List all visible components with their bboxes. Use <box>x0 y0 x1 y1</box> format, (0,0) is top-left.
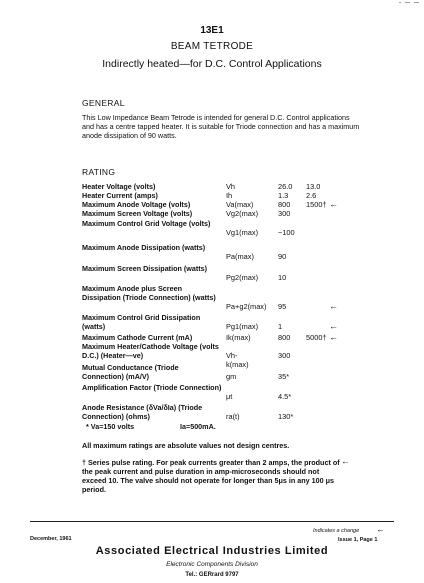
rating-param: Heater Voltage (volts) <box>82 182 156 191</box>
rating-symbol: Ik(max) <box>226 333 251 342</box>
rating-symbol: ra(t) <box>226 412 240 421</box>
rating-symbol: μt <box>226 392 233 401</box>
rating-value: −100 <box>278 228 295 237</box>
general-text: This Low Impedance Beam Tetrode is intended for general D.C. Control applications and has a centre tapped heater. It is suitable for Triode connection and has a maximum anode dissipation of 90 watts. <box>82 113 360 140</box>
rating-value: 130* <box>278 412 294 421</box>
rating-symbol: Pg1(max) <box>226 322 259 331</box>
rating-heading: RATING <box>82 167 116 177</box>
change-arrow: ← <box>329 301 338 311</box>
rating-value-alt: 2.6 <box>306 191 317 200</box>
footer-divider <box>30 521 394 522</box>
rating-symbol: Vh <box>226 182 236 191</box>
rating-symbol: Pa+g2(max) <box>226 302 267 311</box>
rating-symbol: Pg2(max) <box>226 273 259 282</box>
rating-value: 300 <box>278 351 291 360</box>
general-heading: GENERAL <box>82 98 125 108</box>
rating-value: 95 <box>278 302 287 311</box>
series-pulse-note: † Series pulse rating. For peak currents greater than 2 amps, the product of the peak current and pulse duration in amp-microseconds should not exceed 10. The valve should not operate for longer than 5μs in any 100 μs period. <box>82 458 340 494</box>
rating-value: 10 <box>278 273 287 282</box>
rating-param: Anode Resistance (δVa/δIa) (Triode Connection) (ohms) <box>82 403 203 421</box>
rating-symbol: Va(max) <box>226 200 254 209</box>
change-legend: Indicates a change <box>313 528 360 534</box>
rating-param: Maximum Anode plus Screen Dissipation (Triode Connection) (watts) <box>82 284 216 302</box>
rating-value-alt: 13.0 <box>306 182 321 191</box>
rating-param: Maximum Control Grid Dissipation (watts) <box>82 313 201 331</box>
type-number: 13E1 <box>200 25 224 36</box>
rating-value: 800 <box>278 333 291 342</box>
issue-page: Issue 1, Page 1 <box>338 537 378 543</box>
change-arrow: ← <box>341 456 350 466</box>
test-condition: * Va=150 volts <box>86 422 135 431</box>
rating-value: 800 <box>278 200 291 209</box>
rating-symbol: gm <box>226 372 237 381</box>
absolute-ratings-note: All maximum ratings are absolute values not design centres. <box>82 441 290 450</box>
rating-param: Amplification Factor (Triode Connection) <box>82 383 222 392</box>
company-name: Associated Electrical Industries Limited <box>95 545 329 557</box>
rating-param: Maximum Screen Voltage (volts) <box>82 209 193 218</box>
telephone: Tel.: GERrard 9797 <box>185 572 239 578</box>
rating-value-alt: 5000† <box>306 333 327 342</box>
rating-symbol: Vg2(max) <box>226 209 259 218</box>
rating-param: Heater Current (amps) <box>82 191 158 200</box>
rating-symbol: Pa(max) <box>226 252 254 261</box>
rating-symbol: Vg1(max) <box>226 228 259 237</box>
top-corner-mark: - ─ ─ <box>398 0 420 7</box>
division-name: Electronic Components Division <box>166 561 258 568</box>
rating-value: 1.3 <box>278 191 289 200</box>
change-legend-arrow: ← <box>376 524 385 534</box>
rating-value-alt: 1500† <box>306 200 327 209</box>
rating-value: 300 <box>278 209 291 218</box>
tube-name: BEAM TETRODE <box>170 41 254 52</box>
change-arrow: ← <box>329 332 338 342</box>
issue-date: December, 1961 <box>30 536 72 542</box>
rating-value: 26.0 <box>278 182 293 191</box>
rating-value: 90 <box>278 252 287 261</box>
rating-param: Maximum Anode Dissipation (watts) <box>82 243 206 252</box>
rating-symbol: Vh-k(max) <box>226 351 249 369</box>
rating-value: 4.5* <box>278 392 292 401</box>
subtitle: Indirectly heated—for D.C. Control Applications <box>102 58 322 70</box>
rating-value: 1 <box>278 322 283 331</box>
test-condition-current: Ia=500mA. <box>180 422 216 431</box>
rating-param: Maximum Heater/Cathode Voltage (volts D.C.) (Heater—ve) <box>82 342 219 360</box>
change-arrow: ← <box>329 321 338 331</box>
rating-value: 35* <box>278 372 290 381</box>
rating-symbol: Ih <box>226 191 233 200</box>
rating-param: Maximum Cathode Current (mA) <box>82 333 193 342</box>
rating-param: Maximum Screen Dissipation (watts) <box>82 264 208 273</box>
rating-param: Maximum Control Grid Voltage (volts) <box>82 219 211 228</box>
rating-param: Maximum Anode Voltage (volts) <box>82 200 191 209</box>
rating-param: Mutual Conductance (Triode Connection) (mA/V) <box>82 363 179 381</box>
change-arrow: ← <box>329 199 338 209</box>
